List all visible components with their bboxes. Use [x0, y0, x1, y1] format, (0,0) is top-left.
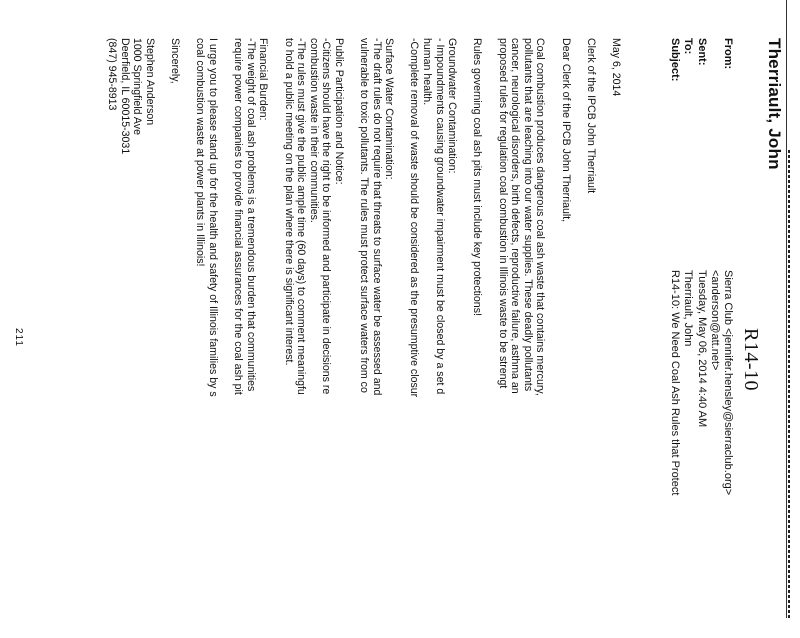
surface-water-section: Surface Water Contamination: -The draft rules do not require that threats to surface water be assessed and vulnerable to toxic pollutants. The rules must protect surface waters from co: [358, 38, 396, 396]
recipient-line: Clerk of the IPCB John Therriault: [584, 38, 597, 194]
from-value: Sierra Club <jennifer.hensley@sierraclub.org>: [722, 270, 734, 496]
public-participation-section: Public Participation and Notice: -Citizens should have the right to be informed and participate in decisions re combustion waste in their communities. -The rules must give the public ample time (60 days) to comment meaningfu to hold a public meeting on the plan where there is significant interest.: [282, 38, 345, 395]
email-header-labels: [668, 38, 734, 118]
document-number: R14-10: [740, 328, 762, 391]
letter-body: [106, 38, 622, 638]
closing-plea: I urge you to please stand up for the health and safety of Illinois families by s coal combustion waste at power plants in Illinois!: [194, 38, 219, 397]
email-header-values: [668, 270, 734, 495]
groundwater-section: Groundwater Contamination: - Impoundments causing groundwater impairment must be closed by a set d human health. -Complete removal of waste should be considered as the presumptive closur: [408, 38, 459, 398]
salutation: Dear Clerk of the IPCB John Therriault,: [559, 38, 572, 223]
subject-label: Subject:: [669, 38, 682, 82]
to-label: To:: [682, 38, 695, 55]
header-dotted-rule: [788, 150, 790, 618]
signoff: Sincerely,: [169, 38, 182, 84]
signature-block: Stephen Anderson 1000 Springfield Ave Deerfield, IL 60015-3031 (847) 945-8913: [106, 38, 157, 155]
from-label: From:: [722, 38, 734, 70]
sent-label: Sent:: [695, 38, 708, 66]
page-number: 211: [13, 328, 24, 347]
sender-name: Therriault, John: [765, 38, 784, 170]
intro-paragraph: Coal combustion produces dangerous coal ash waste that contains mercury, pollutants that are leaching into our water supplies. These deadly pollutants cancer, neurological disorders, birth defects, reproductive failure, asthma an proposed rules for regulation coal combustion in Illinois waste to be strengt: [496, 38, 547, 396]
financial-burden-section: Financial Burden: -The weight of coal ash problems is a tremendous burden that communities require power companies to provide financial assurances for the coal ash pit: [232, 38, 270, 395]
subject-value: R14-10: We Need Coal Ash Rules that Protect: [669, 270, 682, 496]
letter-date: May 6, 2014: [610, 38, 622, 97]
rules-statement: Rules governing coal ash pits must include key protections!: [471, 38, 484, 316]
from-value-cont: <anderson@att.net>: [708, 270, 721, 371]
to-value: Therriault, John: [682, 270, 695, 347]
header-rule: [786, 0, 787, 618]
sent-value: Tuesday, May 06, 2014 4:40 AM: [695, 270, 708, 428]
